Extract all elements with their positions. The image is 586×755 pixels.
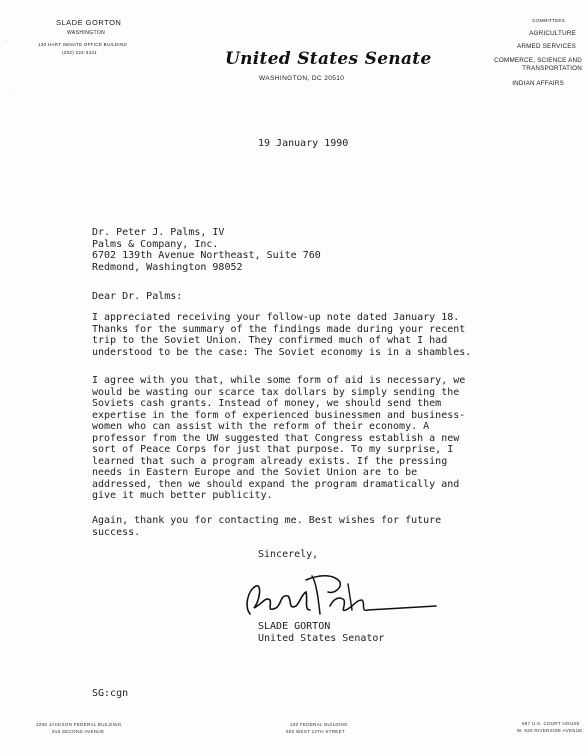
footer-office-line: W. 920 RIVERSIDE AVENUE [517,728,583,733]
text-line: expertise in the form of experienced businessmen and business- [92,409,466,421]
footer-office-line: 500 WEST 12TH STREET [286,729,345,734]
body-paragraph-2 [92,375,532,502]
letter-date: 19 January 1990 [258,138,349,149]
sender-name: SLADE GORTON [56,18,122,27]
institution-city: WASHINGTON, DC 20510 [259,75,345,82]
committee-item: COMMERCE, SCIENCE AND TRANSPORTATION [494,57,582,72]
body-paragraph-3 [92,515,532,538]
sender-phone: (202) 224-3441 [62,50,97,55]
handwritten-signature [236,570,446,622]
text-line: I agree with you that, while some form of aid is necessary, we [92,375,466,386]
footer-office-line: 697 U.S. COURT HOUSE [522,721,580,726]
text-line: would be wasting our scarce tax dollars by simply sending the [92,386,460,398]
text-line: needs in Eastern Europe and the Soviet Union are to be [92,467,418,478]
signer-name: SLADE GORTON [258,621,331,632]
footer-office-line: 3206 JACKSON FEDERAL BUILDING [36,722,122,727]
text-line: sort of Peace Corps for just that purpose. To my surprise, I [92,444,454,455]
text-line: addressed, then we should expand the program dramatically and [92,478,460,490]
text-line: I appreciated receiving your follow-up note dated January 18. [92,312,460,323]
recipient-address [92,227,321,273]
text-line: trip to the Soviet Union. They confirmed much of what I had [92,335,448,346]
text-line: success. [92,526,141,538]
scan-speck-mark: · [6,38,8,44]
text-line: Again, thank you for contacting me. Best wishes for future [92,515,442,526]
signer-title: United States Senator [258,633,385,644]
salutation: Dear Dr. Palms: [92,291,183,302]
text-line: women who can assist with the reform of their economy. A [92,421,430,432]
typist-initials: SG:cgn [92,688,129,699]
committee-item: AGRICULTURE [529,30,576,37]
recipient-line: Palms & Company, Inc. [92,238,219,250]
sender-office: 130 HART SENATE OFFICE BUILDING [38,42,128,47]
footer-office-line: 915 SECOND AVENUE [52,729,105,734]
footer-office-line: 130 FEDERAL BUILDING [290,722,348,727]
closing: Sincerely, [258,549,319,560]
committee-item: ARMED SERVICES [516,43,576,50]
scan-speck-mark: · [10,88,12,94]
text-line: give it much better publicity. [92,490,273,501]
recipient-line: Dr. Peter J. Palms, IV [92,227,225,238]
recipient-line: Redmond, Washington 98052 [92,261,243,273]
text-line: learned that such a program already exists. If the pressing [92,455,448,467]
text-line: Thanks for the summary of the findings made during your recent [92,323,466,335]
sender-state: WASHINGTON [67,30,106,36]
committee-item: INDIAN AFFAIRS [512,80,564,87]
body-paragraph-1 [92,312,532,358]
text-line: Soviets cash grants. Instead of money, we should send them [92,398,442,409]
institution-title: United States Senate [225,49,432,69]
recipient-line: 6702 139th Avenue Northeast, Suite 760 [92,250,321,261]
text-line: understood to be the case: The Soviet economy is in a shambles. [92,346,472,358]
committees-heading: COMMITTEES [532,18,565,23]
text-line: professor from the UW suggested that Congress establish a new [92,432,460,444]
